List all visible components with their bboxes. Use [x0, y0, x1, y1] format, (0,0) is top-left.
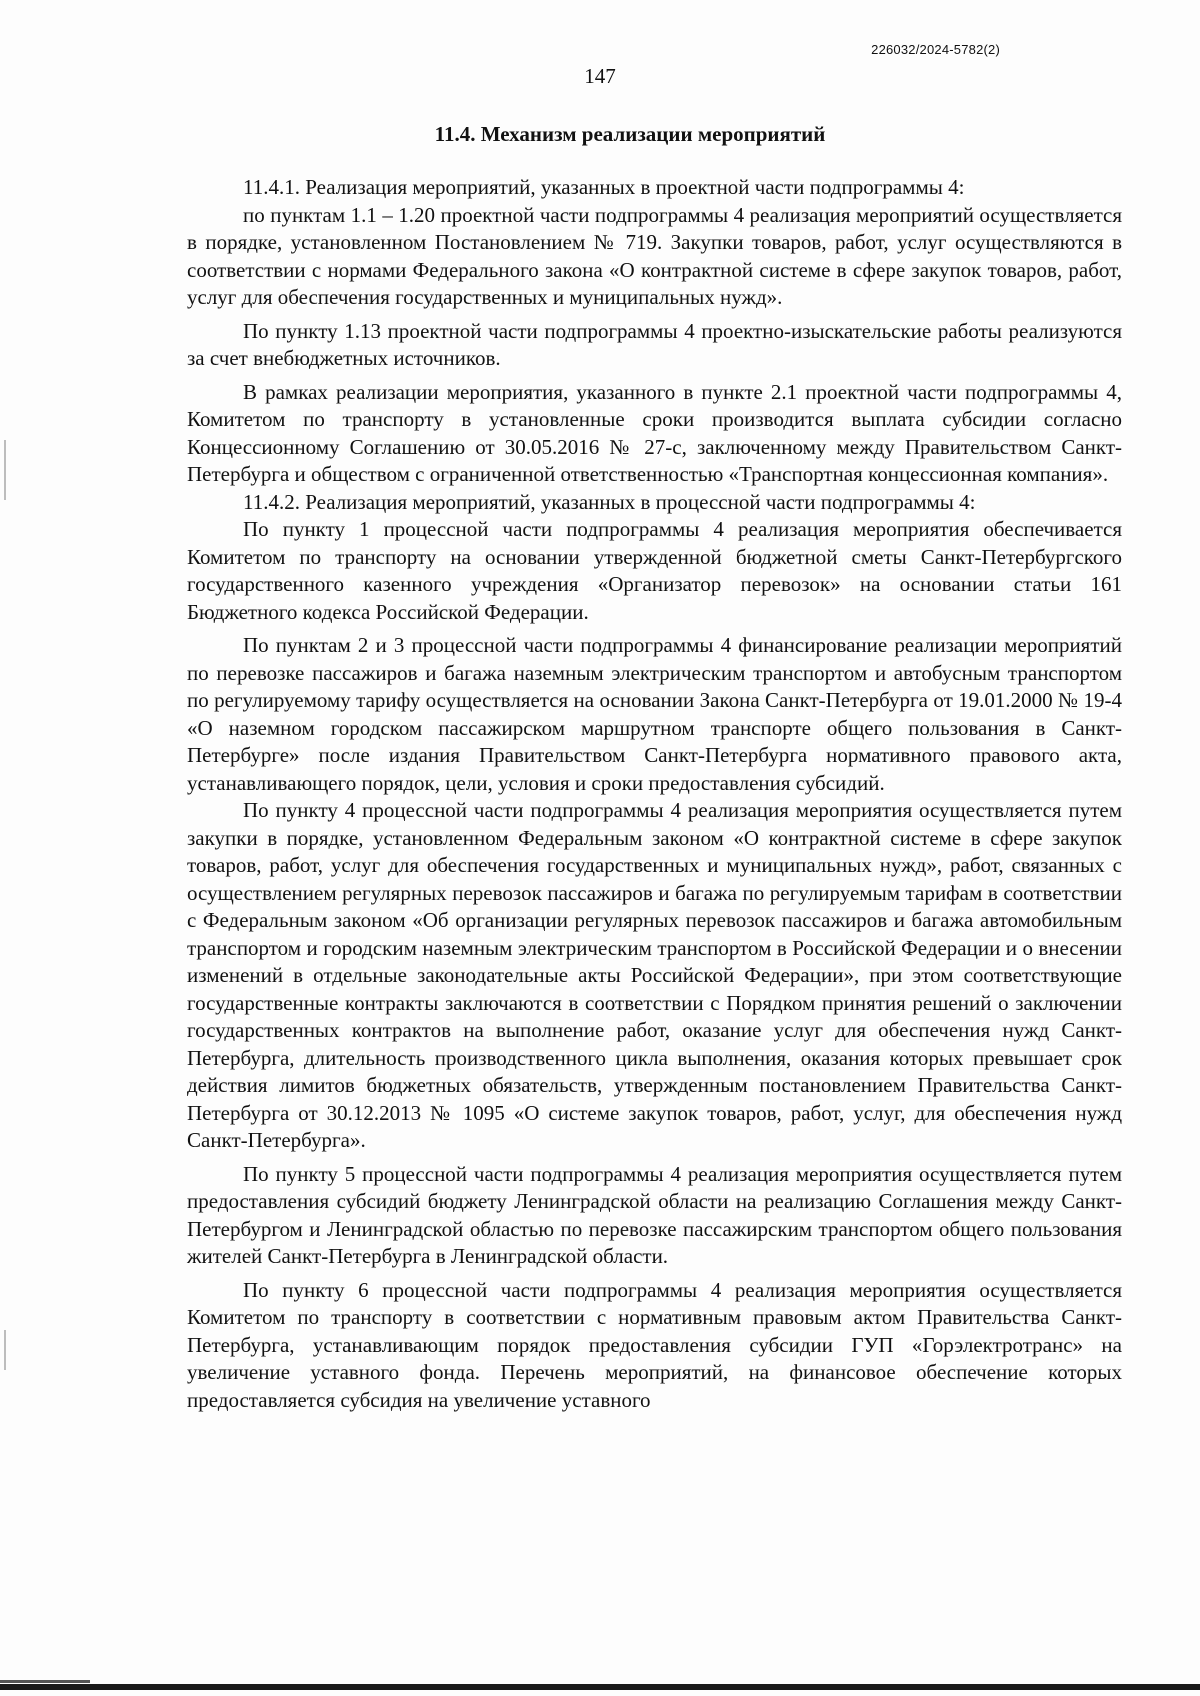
paragraph-item-2-1: В рамках реализации мероприятия, указанного в пункте 2.1 проектной части подпрограммы 4, Комитетом по транспорту в установленные сроки производится выплата субсидии согласно Концессионному Соглашению от 30.05.2016 № 27-с, заключенному между Правительством Санкт-Петербурга и обществом с ограниченной ответственностью «Транспортная концессионная компания».: [187, 379, 1122, 486]
paragraph-process-item-1: По пункту 1 процессной части подпрограммы 4 реализация мероприятия обеспечивается Комитетом по транспорту на основании утвержденной бюджетной сметы Санкт-Петербургского государственного казенного учреждения «Организатор перевозок» на основании статьи 161 Бюджетного кодекса Российской Федерации.: [187, 517, 1122, 624]
page-number: 147: [584, 64, 616, 88]
scan-artifact-mark: [4, 1330, 6, 1370]
paragraph-process-items-2-3: По пунктам 2 и 3 процессной части подпрограммы 4 финансирование реализации мероприятий по перевозке пассажиров и багажа наземным электрическим транспортом и автобусным транспортом по регулируемому тарифу осуществляется на основании Закона Санкт-Петербурга от 19.01.2000 № 19-4 «О наземном городском пассажирском маршрутном транспорте общего пользования в Санкт-Петербурге» после издания Правительством Санкт-Петербурга нормативного правового акта, устанавливающего порядок, цели, условия и сроки предоставления субсидий.: [187, 633, 1122, 795]
document-body: [187, 174, 1122, 1414]
scan-bottom-edge: [0, 1684, 1200, 1690]
document-registration-number: 226032/2024-5782(2): [871, 42, 1000, 57]
scan-bottom-edge-left: [0, 1680, 90, 1683]
section-heading: 11.4. Механизм реализации мероприятий: [434, 122, 826, 146]
paragraph-process-item-6: По пункту 6 процессной части подпрограммы 4 реализация мероприятия осуществляется Комитетом по транспорту в соответствии с нормативным правовым актом Правительства Санкт-Петербурга, устанавливающим порядок предоставления субсидии ГУП «Горэлектротранс» на увеличение уставного фонда. Перечень мероприятий, на финансовое обеспечение которых предоставляется субсидия на увеличение уставного: [187, 1277, 1122, 1412]
paragraph-process-item-5: По пункту 5 процессной части подпрограммы 4 реализация мероприятия осуществляется путем предоставления субсидий бюджету Ленинградской области на реализацию Соглашения между Санкт-Петербургом и Ленинградской областью по перевозке пассажирским транспортом общего пользования жителей Санкт-Петербурга в Ленинградской области.: [187, 1161, 1122, 1268]
paragraph-11-4-2: 11.4.2. Реализация мероприятий, указанных в процессной части подпрограммы 4:: [243, 489, 976, 514]
paragraph-items-1-1-to-1-20: по пунктам 1.1 – 1.20 проектной части подпрограммы 4 реализация мероприятий осуществляется в порядке, установленном Постановлением № 719. Закупки товаров, работ, услуг осуществляются в соответствии с нормами Федерального закона «О контрактной системе в сфере закупок товаров, работ, услуг для обеспечения государственных и муниципальных нужд».: [187, 202, 1122, 309]
scan-artifact-mark: [4, 440, 6, 500]
paragraph-11-4-1: 11.4.1. Реализация мероприятий, указанных в проектной части подпрограммы 4:: [243, 175, 965, 199]
paragraph-item-1-13: По пункту 1.13 проектной части подпрограммы 4 проектно-изыскательские работы реализуются за счет внебюджетных источников.: [187, 318, 1122, 370]
paragraph-process-item-4: По пункту 4 процессной части подпрограммы 4 реализация мероприятия осуществляется путем закупки в порядке, установленном Федеральным законом «О контрактной системе в сфере закупок товаров, работ, услуг для обеспечения государственных и муниципальных нужд», работ, связанных с осуществлением регулярных перевозок пассажиров и багажа по регулируемым тарифам в соответствии с Федеральным законом «Об организации регулярных перевозок пассажиров и багажа автомобильным транспортом и городским наземным электрическим транспортом в Российской Федерации и о внесении изменений в отдельные законодательные акты Российской Федерации», при этом соответствующие государственные контракты заключаются в соответствии с Порядком принятия решений о заключении государственных контрактов на выполнение работ, оказание услуг для обеспечения нужд Санкт-Петербурга, длительность производственного цикла выполнения, оказания которых превышает срок действия лимитов бюджетных обязательств, утвержденным постановлением Правительства Санкт-Петербурга от 30.12.2013 № 1095 «О системе закупок товаров, работ, услуг, для обеспечения нужд Санкт-Петербурга».: [187, 798, 1122, 1152]
